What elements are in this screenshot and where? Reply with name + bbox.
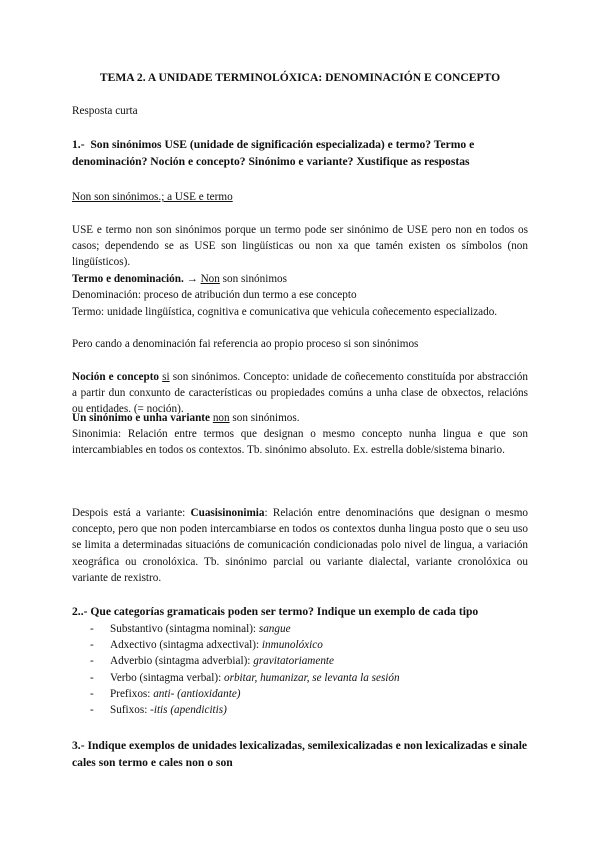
sinonimo-non: non (212, 412, 230, 424)
cuasisinonimia-term: Cuasisinonimia (190, 507, 265, 519)
underlined-answer: Non son sinónimos.; a USE e termo (72, 191, 233, 203)
document-title: TEMA 2. A UNIDADE TERMINOLÓXICA: DENOMINACIÓN E CONCEPTO (99, 71, 501, 84)
use-paragraph: USE e termo non son sinónimos porque un termo pode ser sinónimo de USE pero non en todos os casos; dependendo se as USE son lingüísticas ou non xa que tamén existen os símbolos (non lingüísticos). (72, 224, 528, 269)
list-item: - Adverbio (sintagma adverbial): gravitatoriamente (90, 655, 335, 668)
despois-pre: Despois está a variante: (72, 507, 191, 519)
question-3: 3.- Indique exemplos de unidades lexicalizadas, semilexicalizadas e non lexicalizadas e sinale cales son termo e cales non o son (72, 739, 528, 769)
subtitle: Resposta curta (72, 105, 138, 117)
nocion-si: si (162, 371, 170, 383)
pero-cando-line: Pero cando a denominación fai referencia ao propio proceso si son sinónimos (72, 338, 419, 350)
list-item: - Prefixos: anti- (antioxidante) (90, 687, 241, 700)
sinonimo-tail: son sinónimos. (229, 412, 300, 424)
termo-definition: Termo: unidade lingüística, cognitiva e comunicativa que vehicula coñecemento especializado. (72, 306, 498, 318)
list-item: - Substantivo (sintagma nominal): sangue (90, 623, 291, 635)
termo-line (72, 271, 528, 287)
question-1 (72, 136, 532, 170)
list-item: - Adxectivo (sintagma adxectival): inmunolóxico (90, 639, 323, 652)
question-1-text: Son sinónimos USE (unidade de significación especializada) e termo? Termo e denominación? Noción e concepto? Sinónimo e variante? Xustifique as respostas (72, 138, 475, 168)
variante-paragraph (72, 505, 528, 586)
nocion-text: son sinónimos. Concepto: unidade de coñecemento constituída por abstracción a partir dun conxunto de características ou propiedades comúns a unha clase de obxectos, relacións ou entidades. (= noción). (72, 371, 528, 416)
sinonimo-line (72, 410, 528, 426)
list-item: - Verbo (sintagma verbal): orbitar, humanizar, se levanta la sesión (90, 671, 400, 684)
termo-heading: Termo e denominación. (72, 273, 184, 285)
despois-post: : Relación entre denominacións que designan o mesmo concepto, pero que non poden intercambiarse en todos os contextos dunha lingua posto que o seu uso se limita a determinadas situacións de comunicación condicionadas polo nivel de lingua, a variación xeográfica ou cronolóxica. Tb. sinónimo parcial ou variante dialectal, variante cronolóxica ou variante de rexistro. (72, 507, 528, 584)
question-1-number: 1.- (72, 138, 85, 151)
categories-list (90, 621, 520, 718)
termo-non: Non (200, 273, 220, 285)
nocion-heading: Noción e concepto (72, 371, 160, 383)
sinonimia-paragraph: Sinonimia: Relación entre termos que designan o mesmo concepto nunha lingua e que son intercambiables en todos os contextos. Tb. sinónimo absoluto. Ex. estrella doble/sistema binario. (72, 428, 528, 457)
sinonimo-heading: Un sinónimo e unha variante (72, 412, 211, 424)
question-2: 2..- Que categorías gramaticais poden ser termo? Indique un exemplo de cada tipo (72, 605, 479, 618)
list-item: - Sufixos: -itis (apendicitis) (90, 704, 227, 717)
termo-tail: son sinónimos (219, 273, 287, 285)
arrow-glyph: → (183, 273, 201, 285)
denominacion-line: Denominación: proceso de atribución dun termo a ese concepto (72, 289, 357, 301)
